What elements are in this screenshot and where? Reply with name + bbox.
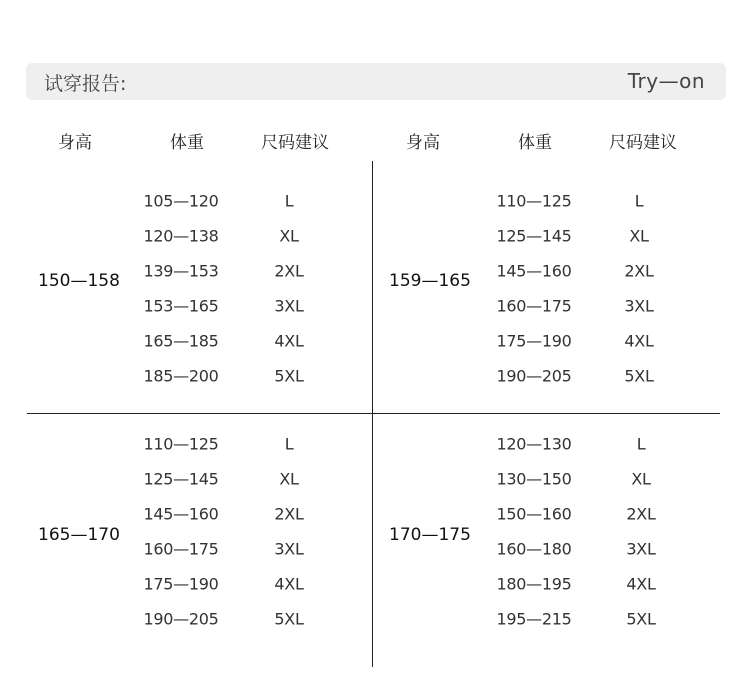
height-range: 170—175 [389,525,471,545]
weight-range: 175—190 [143,574,219,594]
size-suggestion: XL [631,469,651,489]
header-height-right: 身高 [406,133,440,153]
weight-range: 165—185 [143,331,219,351]
size-suggestion: 3XL [274,296,304,316]
height-range: 150—158 [38,271,120,291]
size-suggestion: L [284,434,294,454]
size-suggestion: 3XL [274,539,304,559]
weight-range: 180—195 [496,574,572,594]
size-suggestion: XL [629,226,649,246]
weight-range: 145—160 [143,504,219,524]
size-suggestion: 2XL [626,504,656,524]
weight-range: 139—153 [143,261,219,281]
size-suggestion: 3XL [624,296,654,316]
height-range: 165—170 [38,525,120,545]
size-suggestion: 4XL [274,331,304,351]
size-suggestion: 5XL [274,366,304,386]
header-size-left: 尺码建议 [261,133,329,153]
header-height-left: 身高 [58,133,92,153]
weight-range: 160—180 [496,539,572,559]
weight-range: 150—160 [496,504,572,524]
size-suggestion: L [636,434,646,454]
weight-range: 125—145 [143,469,219,489]
size-suggestion: 4XL [274,574,304,594]
weight-range: 105—120 [143,191,219,211]
horizontal-divider [27,413,720,414]
vertical-divider [372,161,373,667]
weight-range: 125—145 [496,226,572,246]
weight-range: 130—150 [496,469,572,489]
banner-subtitle: Try—on [627,69,705,93]
header-weight-left: 体重 [170,133,204,153]
weight-range: 160—175 [496,296,572,316]
size-suggestion: 5XL [624,366,654,386]
size-suggestion: XL [279,469,299,489]
size-suggestion: 5XL [274,609,304,629]
size-suggestion: 2XL [624,261,654,281]
banner-title: 试穿报告: [44,73,127,95]
weight-range: 175—190 [496,331,572,351]
weight-range: 120—138 [143,226,219,246]
weight-range: 160—175 [143,539,219,559]
weight-range: 153—165 [143,296,219,316]
size-suggestion: 3XL [626,539,656,559]
weight-range: 110—125 [496,191,572,211]
weight-range: 110—125 [143,434,219,454]
size-suggestion: 4XL [624,331,654,351]
weight-range: 185—200 [143,366,219,386]
header-weight-right: 体重 [518,133,552,153]
size-suggestion: XL [279,226,299,246]
title-banner [26,63,726,100]
size-suggestion: 2XL [274,504,304,524]
header-size-right: 尺码建议 [609,133,677,153]
size-suggestion: 4XL [626,574,656,594]
weight-range: 190—205 [143,609,219,629]
weight-range: 195—215 [496,609,572,629]
size-suggestion: 5XL [626,609,656,629]
size-suggestion: L [284,191,294,211]
weight-range: 190—205 [496,366,572,386]
weight-range: 120—130 [496,434,572,454]
size-suggestion: L [634,191,644,211]
size-suggestion: 2XL [274,261,304,281]
height-range: 159—165 [389,271,471,291]
weight-range: 145—160 [496,261,572,281]
